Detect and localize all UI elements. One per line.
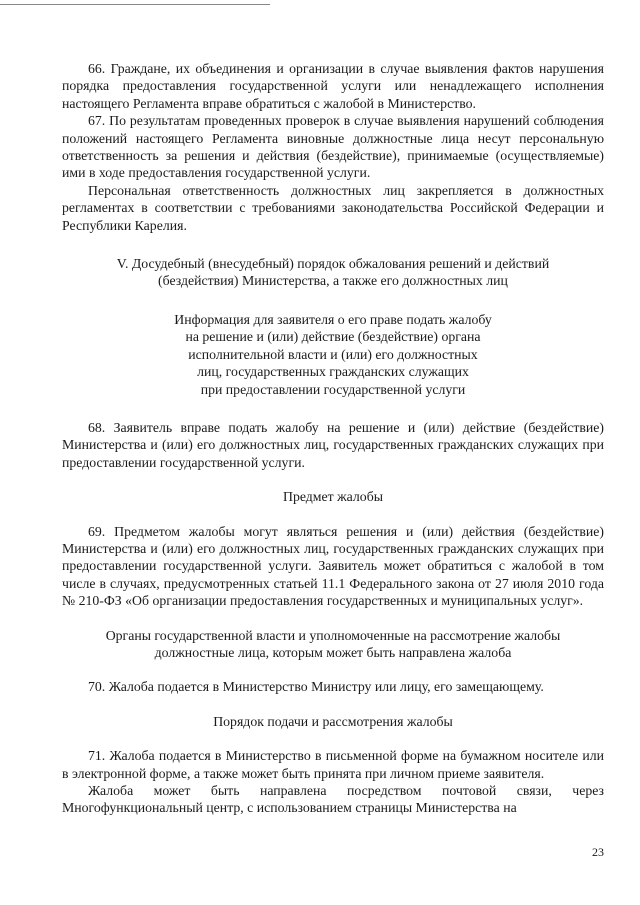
info-heading-line5: при предоставлении государственной услуги bbox=[200, 381, 466, 397]
organs-heading-line2: должностные лица, которым может быть направлена жалоба bbox=[154, 644, 512, 660]
organs-heading-line1: Органы государственной власти и уполномоченные на рассмотрение жалобы bbox=[105, 627, 561, 643]
info-heading-line3: исполнительной власти и (или) его должностных bbox=[188, 346, 478, 362]
info-heading bbox=[62, 311, 604, 398]
page-number: 23 bbox=[592, 845, 604, 859]
paragraph-67: 67. По результатам проведенных проверок в случае выявления нарушений соблюдения положений настоящего Регламента виновные должностные лица несут персональную ответственность за решения и действия (бездействие), принимаемые (осуществляемые) ими в ходе предоставления государственной услуги. bbox=[62, 113, 604, 181]
section-v-heading-line1: V. Досудебный (внесудебный) порядок обжалования решений и действий bbox=[116, 256, 550, 272]
info-heading-line2: на решение и (или) действие (бездействие) органа bbox=[185, 329, 481, 345]
paragraph-68: 68. Заявитель вправе подать жалобу на решение и (или) действие (бездействие) Министерства и (или) его должностных лиц, государственных гражданских служащих при предоставлении государственной услуги. bbox=[62, 419, 604, 470]
paragraph-71-channels: Жалоба может быть направлена посредством почтовой связи, через Многофункциональный центр, с использованием страницы Министерства на bbox=[62, 783, 604, 816]
paragraph-70: 70. Жалоба подается в Министерство Министру или лицу, его замещающему. bbox=[88, 679, 544, 695]
section-v-heading bbox=[62, 255, 604, 290]
procedure-heading: Порядок подачи и рассмотрения жалобы bbox=[213, 713, 453, 729]
top-rule bbox=[0, 4, 270, 5]
paragraph-66: 66. Граждане, их объединения и организации в случае выявления фактов нарушения порядка предоставления государственной услуги или ненадлежащего исполнения настоящего Регламента вправе обратиться с жалобой в Министерство. bbox=[62, 61, 604, 111]
section-v-heading-line2: (бездействия) Министерства, а также его должностных лиц bbox=[158, 273, 508, 289]
paragraph-67-responsibility: Персональная ответственность должностных лиц закрепляется в должностных регламентах в соответствии с требованиями законодательства Российской Федерации и Республики Карелия. bbox=[62, 182, 604, 233]
subject-heading: Предмет жалобы bbox=[282, 489, 383, 505]
document-page bbox=[62, 60, 604, 817]
info-heading-line1: Информация для заявителя о его праве подать жалобу bbox=[174, 311, 492, 327]
paragraph-69: 69. Предметом жалобы могут являться решения и (или) действия (бездействие) Министерства и (или) его должностных лиц, государственных гражданских служащих при предоставлении государственной услуги. Заявитель может обратиться с жалобой в том числе в случаях, предусмотренных статьей 11.1 Федерального закона от 27 июля 2010 года № 210-ФЗ «Об организации предоставления государственных и муниципальных услуг». bbox=[62, 523, 604, 609]
info-heading-line4: лиц, государственных гражданских служащих bbox=[197, 364, 469, 380]
organs-heading bbox=[62, 627, 604, 662]
paragraph-71: 71. Жалоба подается в Министерство в письменной форме на бумажном носителе или в электронной форме, а также может быть принята при личном приеме заявителя. bbox=[62, 748, 604, 781]
